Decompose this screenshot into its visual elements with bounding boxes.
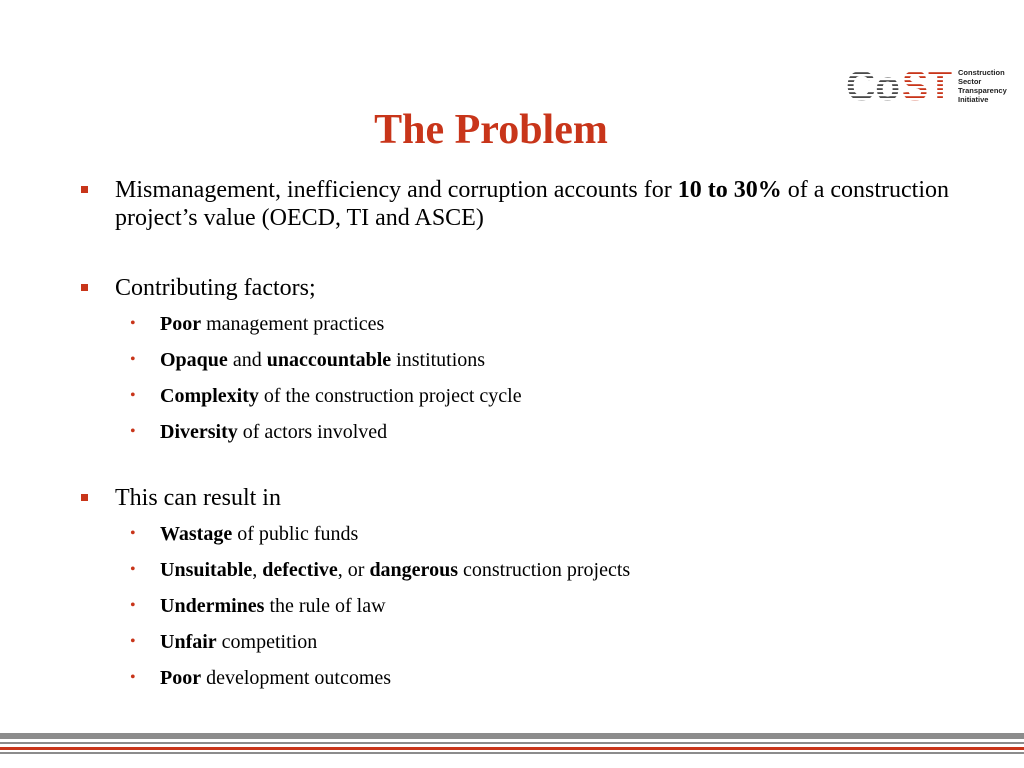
- slide-title: The Problem: [374, 107, 608, 153]
- round-bullet-icon: •: [130, 423, 136, 440]
- sub-bullet: [123, 630, 978, 654]
- sub-bullet: [123, 348, 978, 372]
- sub-bullet-text: management practices: [201, 313, 385, 335]
- round-bullet-icon: •: [130, 387, 136, 404]
- sub-bullet-emphasis: Poor: [160, 667, 202, 689]
- round-bullet-icon: •: [130, 561, 136, 578]
- sub-bullet-text: , or: [337, 559, 370, 581]
- sub-bullet: [123, 522, 978, 546]
- sub-bullet: [123, 558, 978, 582]
- sub-bullet-text: and: [227, 349, 267, 371]
- sub-bullet-emphasis: Wastage: [160, 523, 233, 545]
- slide-body: [78, 176, 978, 702]
- bullet-emphasis: 10 to 30%: [677, 177, 782, 203]
- square-bullet-icon: [81, 186, 88, 193]
- sub-bullet-text: development outcomes: [201, 667, 392, 689]
- bullet-contributing-factors: [78, 274, 978, 302]
- bullet-text: This can result in: [115, 485, 281, 511]
- sub-bullet: [123, 420, 978, 444]
- bullet-text: of a construction project’s value (OECD, TI and ASCE): [115, 177, 949, 231]
- round-bullet-icon: •: [130, 315, 136, 332]
- logo-caption-line: Sector: [958, 77, 982, 86]
- sub-bullet-text: institutions: [391, 349, 486, 371]
- round-bullet-icon: •: [130, 669, 136, 686]
- cost-logo: [846, 64, 1016, 106]
- sub-bullet-text: of the construction project cycle: [258, 385, 522, 407]
- square-bullet-icon: [81, 494, 88, 501]
- sub-bullet-text: construction projects: [457, 559, 631, 581]
- sub-bullet-text: the rule of law: [264, 595, 386, 617]
- logo-caption-line: Transparency: [958, 86, 1007, 95]
- sub-bullet-emphasis: unaccountable: [266, 349, 392, 371]
- logo-caption-line: Initiative: [958, 95, 989, 104]
- round-bullet-icon: •: [130, 351, 136, 368]
- sub-bullet-emphasis: Complexity: [160, 385, 259, 407]
- round-bullet-icon: •: [130, 597, 136, 614]
- bullet-results: [78, 484, 978, 512]
- sub-bullet: [123, 666, 978, 690]
- logo-caption-line: Construction: [958, 68, 1005, 77]
- round-bullet-icon: •: [130, 633, 136, 650]
- sub-list-factors: [123, 312, 978, 444]
- sub-bullet-emphasis: dangerous: [369, 559, 458, 581]
- sub-bullet-emphasis: Opaque: [160, 349, 228, 371]
- bullet-text: Contributing factors;: [115, 275, 316, 301]
- sub-bullet-emphasis: Poor: [160, 313, 202, 335]
- sub-bullet: [123, 384, 978, 408]
- round-bullet-icon: •: [130, 525, 136, 542]
- sub-bullet-emphasis: Diversity: [160, 421, 238, 443]
- sub-bullet-text: of public funds: [232, 523, 359, 545]
- sub-bullet-emphasis: Undermines: [160, 595, 265, 617]
- logo-caption: [958, 68, 1007, 104]
- bullet-text: Mismanagement, inefficiency and corruption accounts for: [115, 177, 678, 203]
- sub-bullet-text: competition: [216, 631, 318, 653]
- cost-logo-icon: [846, 66, 954, 104]
- sub-list-results: [123, 522, 978, 690]
- sub-bullet-emphasis: defective: [262, 559, 338, 581]
- footer-stripes: [0, 733, 1024, 754]
- sub-bullet: [123, 312, 978, 336]
- footer-stripe-gray: [0, 752, 1024, 754]
- sub-bullet-text: of actors involved: [237, 421, 388, 443]
- sub-bullet: [123, 594, 978, 618]
- square-bullet-icon: [81, 284, 88, 291]
- sub-bullet-text: ,: [252, 559, 263, 581]
- sub-bullet-emphasis: Unsuitable: [160, 559, 253, 581]
- bullet-mismanagement: [78, 176, 978, 232]
- sub-bullet-emphasis: Unfair: [160, 631, 217, 653]
